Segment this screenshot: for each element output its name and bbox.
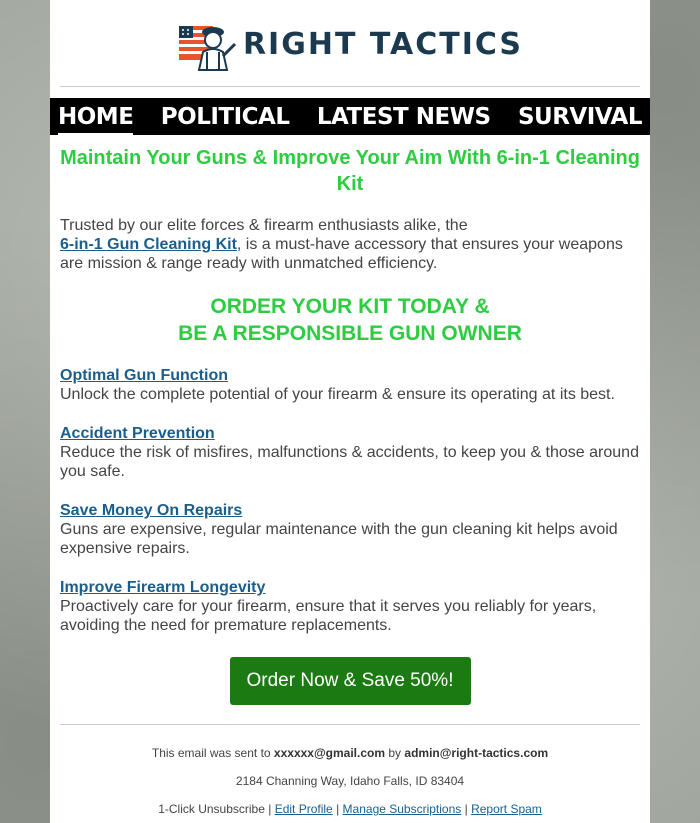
nav-item-survival[interactable]: SURVIVAL bbox=[517, 103, 642, 130]
separator: | bbox=[336, 802, 340, 816]
feature-list bbox=[60, 366, 640, 635]
intro-paragraph bbox=[60, 216, 640, 273]
nav-item-latest-news[interactable]: LATEST NEWS bbox=[316, 103, 491, 130]
soldier-flag-logo-icon bbox=[177, 16, 237, 72]
manage-subscriptions-link[interactable]: Manage Subscriptions bbox=[342, 802, 462, 816]
separator: | bbox=[268, 802, 272, 816]
nav-item-political[interactable]: POLITICAL bbox=[160, 103, 290, 130]
nav-item-home[interactable]: HOME bbox=[58, 103, 134, 130]
sender-email: admin@right-tactics.com bbox=[404, 746, 549, 760]
feature-item bbox=[60, 501, 640, 558]
email-container bbox=[50, 0, 650, 823]
order-title bbox=[60, 293, 640, 347]
sent-prefix: This email was sent to bbox=[151, 746, 271, 760]
intro-text-after: , is a must-have accessory that ensures your weapons are mission & range ready with unmatched efficiency. bbox=[60, 236, 623, 272]
brand-name: RIGHT TACTICS bbox=[242, 26, 524, 62]
footer bbox=[60, 745, 640, 817]
article-headline: Maintain Your Guns & Improve Your Aim With 6-in-1 Cleaning Kit bbox=[60, 147, 640, 195]
feature-desc: Reduce the risk of misfires, malfunctions & accidents, to keep you & those around you safe. bbox=[60, 444, 639, 480]
product-link[interactable]: 6-in-1 Gun Cleaning Kit bbox=[60, 236, 237, 253]
header bbox=[50, 0, 650, 86]
main-nav bbox=[50, 98, 650, 135]
feature-item bbox=[60, 578, 640, 635]
report-spam-link[interactable]: Report Spam bbox=[471, 802, 542, 816]
feature-desc: Guns are expensive, regular maintenance with the gun cleaning kit helps avoid expensive repairs. bbox=[60, 521, 618, 557]
feature-item bbox=[60, 366, 640, 404]
order-title-line2: BE A RESPONSIBLE GUN OWNER bbox=[178, 322, 522, 345]
feature-title-save-money[interactable]: Save Money On Repairs bbox=[60, 502, 243, 519]
footer-divider bbox=[60, 724, 640, 725]
feature-title-optimal-function[interactable]: Optimal Gun Function bbox=[60, 367, 228, 384]
feature-item bbox=[60, 424, 640, 481]
mailing-address: 2184 Channing Way, Idaho Falls, ID 83404 bbox=[235, 774, 465, 788]
header-divider bbox=[60, 86, 640, 87]
feature-desc: Unlock the complete potential of your firearm & ensure its operating at its best. bbox=[60, 386, 615, 403]
order-now-button[interactable]: Order Now & Save 50%! bbox=[230, 657, 471, 705]
edit-profile-link[interactable]: Edit Profile bbox=[274, 802, 333, 816]
separator: | bbox=[464, 802, 468, 816]
feature-title-accident-prevention[interactable]: Accident Prevention bbox=[60, 425, 215, 442]
recipient-email: xxxxxx@gmail.com bbox=[273, 746, 386, 760]
by-text: by bbox=[388, 746, 402, 760]
cta-container bbox=[60, 657, 640, 705]
feature-desc: Proactively care for your firearm, ensure that it serves you reliably for years, avoiding the need for premature replacements. bbox=[60, 598, 597, 634]
footer-links bbox=[60, 801, 640, 817]
logo[interactable] bbox=[177, 16, 523, 72]
article-body bbox=[50, 145, 650, 817]
order-title-line1: ORDER YOUR KIT TODAY & bbox=[210, 295, 490, 318]
feature-title-longevity[interactable]: Improve Firearm Longevity bbox=[60, 579, 266, 596]
sent-to-line bbox=[60, 745, 640, 761]
intro-text-before: Trusted by our elite forces & firearm enthusiasts alike, the bbox=[60, 217, 468, 234]
unsubscribe-link[interactable]: 1-Click Unsubscribe bbox=[158, 802, 265, 816]
